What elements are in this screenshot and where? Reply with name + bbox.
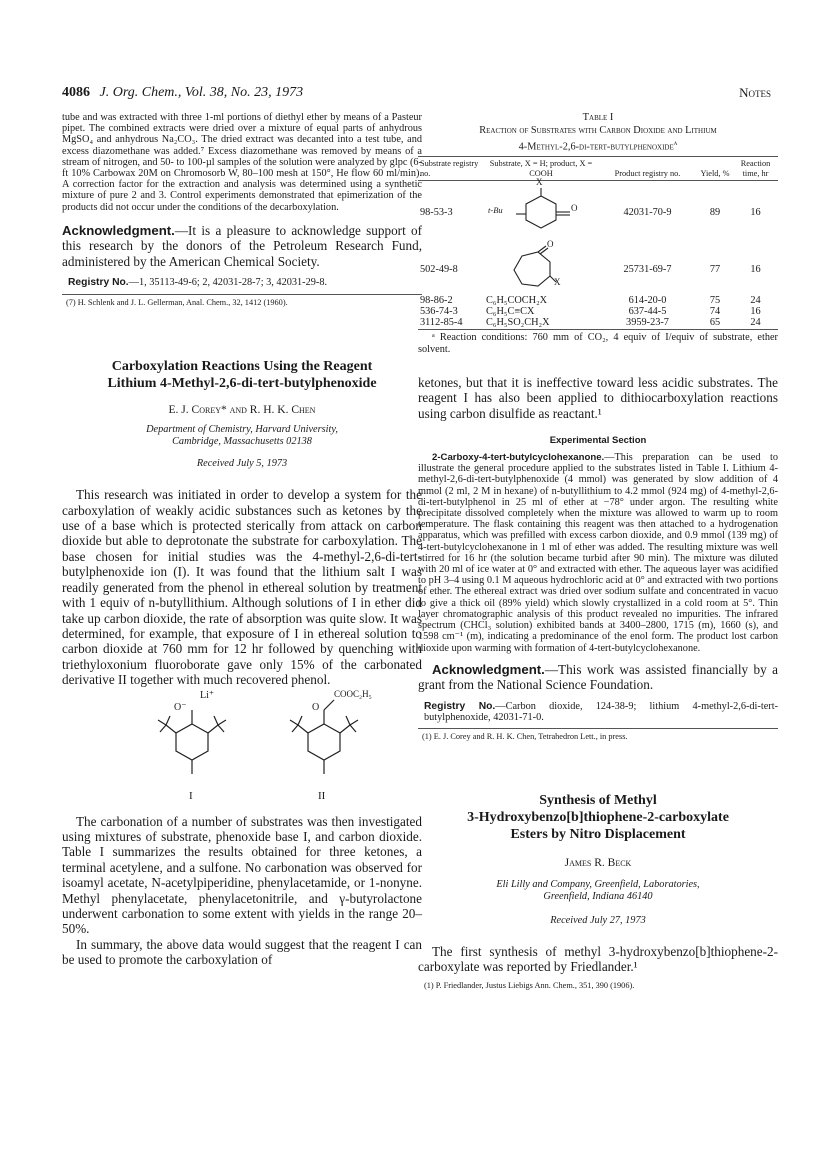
footnote-rule-2 [418, 728, 778, 729]
table-row [418, 295, 778, 306]
article-title [62, 358, 422, 392]
affiliation-2 [418, 879, 778, 903]
title2-line-3: Esters by Nitro Displacement [510, 826, 686, 842]
table-row [418, 317, 778, 328]
running-header [62, 85, 303, 101]
registry-numbers [62, 277, 422, 288]
col-header-substrate-reg: Substrate registry no. [420, 159, 479, 178]
experimental-paragraph [418, 452, 778, 654]
x-label: X [554, 277, 561, 288]
table-caption-line-2: 4-Methyl-2,6-di-tert-butylphenoxide [518, 141, 674, 153]
left-column [62, 112, 422, 968]
title-line-2: Lithium 4-Methyl-2,6-di-tert-butylphenoxide [107, 376, 377, 392]
carbonyl-o-label: O [547, 239, 554, 250]
acknowledgment-2 [418, 662, 778, 693]
section-label: Notes [739, 85, 771, 100]
ack-text-2: —This work was assisted financially by a grant from the National Science Foundation. [418, 661, 778, 693]
cell-product-reg: 3959-23-7 [626, 317, 669, 329]
structure-I-label: I [189, 789, 193, 802]
footnote: (7) H. Schlenk and J. L. Gellerman, Anal. Chem., 32, 1412 (1960). [66, 298, 288, 308]
structure-I-cation: Li⁺ [200, 689, 215, 701]
cell-substrate: C₆H₅C≡CX [486, 306, 535, 318]
col-header-yield: Yield, % [700, 168, 730, 178]
cell-time: 16 [750, 306, 761, 318]
cell-structure-cycloheptanone [484, 239, 598, 295]
table-row [418, 306, 778, 317]
structure-II-label: II [318, 789, 326, 802]
title2-line-1: Synthesis of Methyl [539, 792, 657, 808]
title2-line-2: 3-Hydroxybenzo[b]thiophene-2-carboxylate [467, 809, 729, 825]
affiliation [62, 424, 422, 448]
cell-yield: 75 [709, 295, 721, 307]
results-table-body [418, 177, 778, 329]
table-bottom-rule [418, 329, 778, 330]
registry-label: Registry No. [68, 277, 129, 289]
cycloheptanone-structure [486, 244, 596, 292]
affiliation-line-2: Cambridge, Massachusetts 02138 [172, 436, 312, 448]
results-paragraph: The carbonation of a number of substrates was then investigated using mixtures of substrate, phenoxide base I, and carbon dioxide. Table I summarizes the results obtained for three ketones, a terminal acetylene, and a sulfone. No carbonation was observed for isoamyl acetate, N-acetylpiperidine, phenylacetamide, or 1-nonyne. Methyl phenylacetate, phenylacetonitrile, and γ-butyrolactone underwent carbonation to some extent with yields in the range 20–50%. [62, 813, 422, 937]
cell-substrate: C₆H₅SO₂CH₂X [486, 317, 550, 329]
cell-substrate: C₆H₅COCH₂X [486, 295, 548, 307]
col-header-substrate: Substrate, X = H; product, X = COOH [489, 159, 593, 178]
affiliation2-line-2: Greenfield, Indiana 46140 [543, 890, 653, 902]
cell-yield: 74 [709, 306, 721, 318]
article2-footnote: (1) P. Friedlander, Justus Liebigs Ann. Chem., 351, 390 (1906). [424, 980, 635, 990]
table-footnote: ᵃ Reaction conditions: 760 mm of CO₂, 4 equiv of I/equiv of substrate, ether solvent. [418, 332, 778, 355]
cell-product-reg: 614-20-0 [628, 295, 667, 307]
structure-II [290, 700, 358, 774]
structure-I [158, 710, 226, 774]
registry-text: —1, 35113-49-6; 2, 42031-28-7; 3, 42031-29-8. [128, 277, 328, 289]
table-caption [418, 125, 778, 153]
registry-text-2: —Carbon dioxide, 124-38-9; lithium 4-methyl-2,6-di-tert-butylphenoxide, 42031-71-0. [424, 700, 778, 723]
article2-intro: The first synthesis of methyl 3-hydroxybenzo[b]thiophene-2-carboxylate was reported by Friedlander.¹ [418, 943, 778, 975]
cell-reg: 3112-85-4 [420, 317, 463, 329]
structure-I-oxygen: O⁻ [174, 701, 187, 713]
structure-II-ester: COOC₂H₅ [334, 688, 372, 699]
table-header-row [418, 159, 778, 178]
tbu-label: t-Bu [488, 205, 503, 216]
registry-numbers-2 [418, 701, 778, 723]
structures-figure [62, 688, 422, 810]
authors: E. J. Corey* and R. H. K. Chen [168, 404, 316, 417]
cell-yield: 65 [709, 317, 721, 329]
acknowledgment [62, 223, 422, 269]
journal-citation: J. Org. Chem., Vol. 38, No. 23, 1973 [99, 85, 304, 100]
summary-paragraph: In summary, the above data would suggest that the reagent I can be used to promote the carboxylation of [62, 936, 422, 968]
results-table [418, 159, 778, 178]
cell-reg: 536-74-3 [420, 306, 458, 318]
cell-yield: 89 [709, 206, 721, 218]
experimental-text: —This preparation can be used to illustrate the general procedure applied to the substrates listed in Table I. Lithium 4-methyl-2,6-di-tert-butylphenoxide (4 mmol) was generated by slow addition of 4 mmol (2 ml, 2 M in hexane) of n-butyllithium to 4.2 mmol (924 mg) of 4-methyl-2,6-di-tert-butylphenol in 25 ml of ether at −78° under argon. The resulting white precipitate dissolved completely when the mixture was allowed to warm up to room temperature. The flask containing this reagent was then attached to a hydrogenation apparatus, which was prefilled with excess carbon dioxide, and 0.9 mmol (139 mg) of 4-tert-butylcyclohexanone in 1 ml of ether was added. The resulting mixture was well stirred for 16 hr (the solution became turbid after 90 min). The mixture was diluted with 20 ml of ice water at 0° and extracted with ether. The aqueous layer was acidified to pH 3–4 using 0.1 M aqueous hydrochloric acid at 0° and extracted with two portions of ether. The ethereal extract was dried over sodium sulfate and concentrated in vacuo to give a thick oil (89% yield) which slowly crystallized in a cold room at 5°. Thin layer chromatographic analysis of this product revealed no impurities. The infrared spectrum (CHCl₃ solution) exhibited bands at 3400–2800, 1715 (m), 1660 (s), and 1598 cm⁻¹ (m), indicating a predominance of the enol form. The product lost carbon dioxide upon warming with formation of 4-tert-butylcyclohexanone. [418, 452, 778, 654]
x-label: X [536, 177, 543, 188]
page-number: 4086 [62, 85, 90, 100]
structures-svg [62, 689, 422, 810]
ack-text: —It is a pleasure to acknowledge support of this research by the donors of the Petroleum Research Fund, administered by the American Chemical Society. [62, 222, 422, 269]
continued-text: tube and was extracted with three 1-ml portions of diethyl ether by means of a Pasteur pipet. The combined extracts were dried over a mixture of equal parts of anhydrous MgSO₄ and anhydrous Na₂CO₃. The dried extract was decanted into a test tube, and excess diazomethane was added.⁷ Excess diazomethane was removed by means of a stream of nitrogen, and 50- to 100-µl samples of the solution were analyzed by glpc (6-ft 10% Carbowax 20M on Chromosorb W, 80–100 mesh at 150°, He flow 60 ml/min). A correction factor for the extraction and analysis was determined using a synthetic mixture of pure 2 and 3. Control experiments demonstrated that epimerization of the products did not occur under the conditions of the decarboxylation. [62, 112, 422, 213]
cell-time: 16 [750, 206, 761, 218]
cell-reg: 98-86-2 [420, 295, 453, 307]
cell-product-reg: 42031-70-9 [623, 206, 672, 218]
table-caption-mark: a [673, 139, 678, 147]
author-2: James R. Beck [564, 856, 632, 869]
experimental-compound: 2-Carboxy-4-tert-butylcyclohexanone. [432, 452, 605, 464]
received-date-2: Received July 27, 1973 [550, 914, 646, 926]
registry-label-2: Registry No. [424, 700, 496, 712]
cell-time: 16 [750, 263, 761, 275]
cell-product-reg: 25731-69-7 [623, 263, 672, 275]
cell-reg: 98-53-3 [420, 206, 453, 218]
affiliation2-line-1: Eli Lilly and Company, Greenfield, Laboratories, [496, 878, 700, 890]
affiliation-line-1: Department of Chemistry, Harvard University, [146, 424, 338, 436]
table-row [418, 181, 778, 243]
footnote-rule [62, 294, 422, 295]
table-top-rule [418, 156, 778, 157]
cell-time: 24 [750, 295, 761, 307]
cell-yield: 77 [709, 263, 721, 275]
right-column [418, 112, 778, 991]
received-date: Received July 5, 1973 [196, 458, 288, 470]
table-label: Table I [582, 112, 614, 123]
cell-structure-cyclohexanone [484, 177, 598, 243]
footnote-2: (1) E. J. Corey and R. H. K. Chen, Tetrahedron Lett., in press. [422, 731, 628, 741]
structure-II-oxygen: O [312, 701, 320, 713]
ack-label-2: Acknowledgment. [432, 661, 545, 677]
cell-product-reg: 637-44-5 [628, 306, 667, 318]
article-2-title [418, 792, 778, 843]
cell-reg: 502-49-8 [420, 263, 458, 275]
col-header-product-reg: Product registry no. [614, 168, 681, 178]
cell-time: 24 [750, 317, 761, 329]
intro-paragraph: This research was initiated in order to develop a system for the carboxylation of weakly acidic substances such as ketones by the use of a base which is protected sterically from attack on carbon dioxide but able to deprotonate the substrate for carboxylation. The base chosen for initial studies was the 4-methyl-2,6-di-tert-butylphenoxide ion (I). It was found that the lithium salt I was readily generated from the phenol in ethereal solution by treatment with 1 equiv of n-butyllithium. Although solutions of I in ether did take up carbon dioxide, the rate of absorption was quite slow. It was determined, for example, that exposure of I in ethereal solution to carbon dioxide at 760 mm for 12 hr followed by quenching with triethyloxonium fluoroborate gave only 15% of the carbonated derivative II together with much recovered phenol. [62, 487, 422, 688]
experimental-heading: Experimental Section [549, 435, 647, 447]
title-line-1: Carboxylation Reactions Using the Reagent [111, 359, 373, 375]
carbonyl-o-label: O [571, 203, 578, 214]
ack-label: Acknowledgment. [62, 222, 175, 238]
table-caption-line-1: Reaction of Substrates with Carbon Dioxide and Lithium [479, 125, 717, 136]
table-row [418, 243, 778, 295]
col-header-time: Reaction time, hr [740, 159, 771, 178]
continued-paragraph: ketones, but that it is ineffective toward less acidic substrates. The reagent I has also been applied to dithiocarboxylation reactions using carbon disulfide as reactant.¹ [418, 374, 778, 421]
